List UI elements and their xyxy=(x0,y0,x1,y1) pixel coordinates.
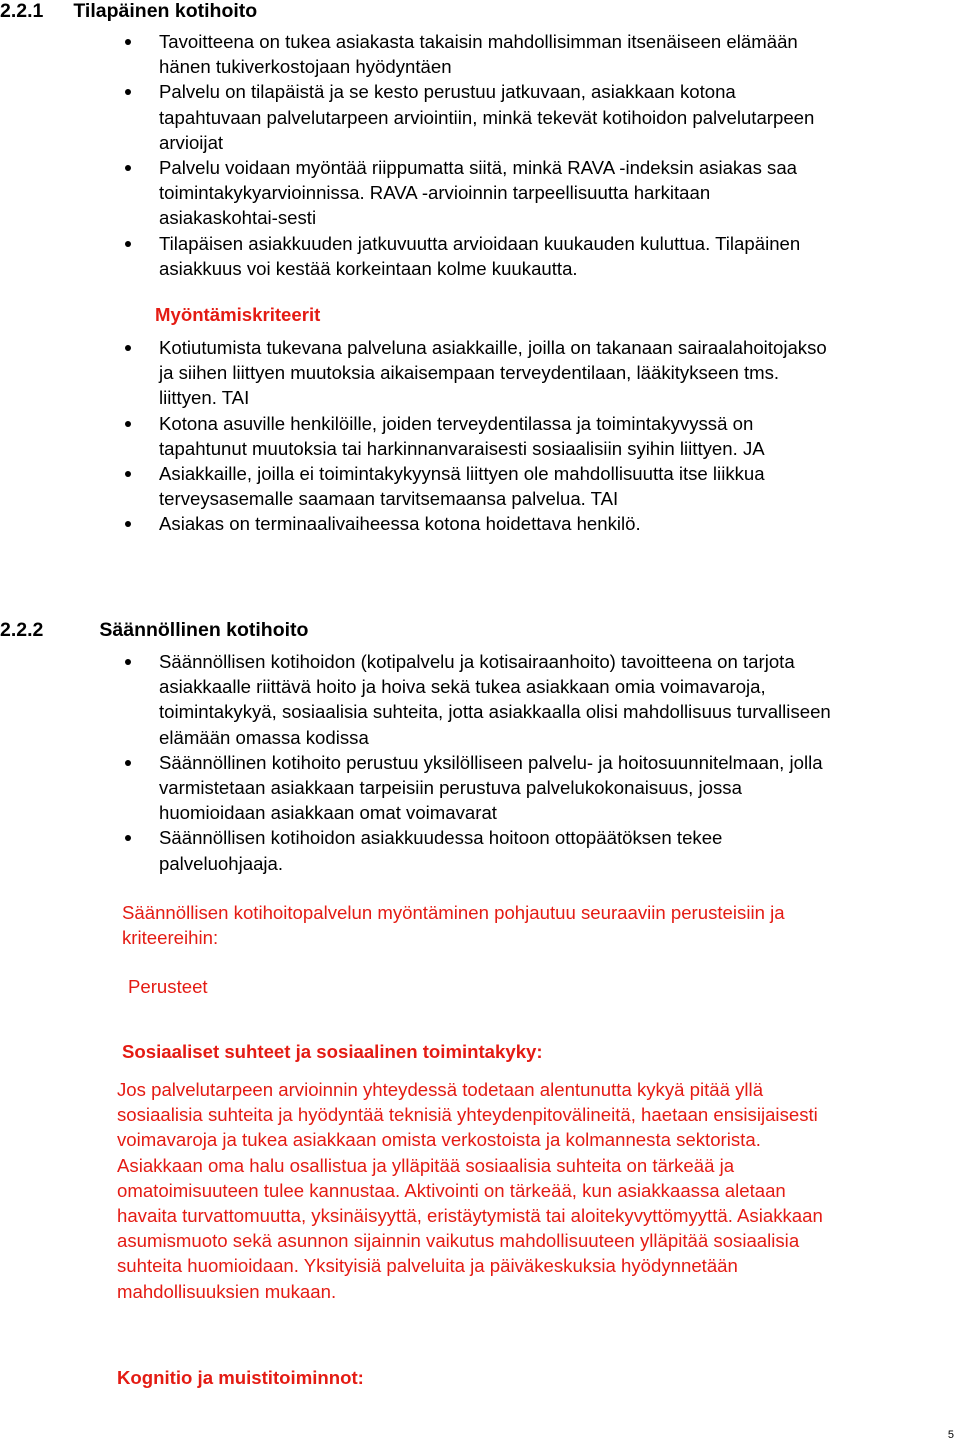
list-item: Asiakkaille, joilla ei toimintakykyynsä liittyen ole mahdollisuutta itse liikkua terveysasemalle saamaan tarvitsemaansa palvelua. TAI xyxy=(159,461,827,511)
cognition-heading: Kognitio ja muistitoiminnot: xyxy=(117,1367,364,1388)
criteria-intro: Säännöllisen kotihoitopalvelun myöntäminen pohjautuu seuraaviin perusteisiin ja kriteereihin: xyxy=(122,902,785,949)
section-222-heading xyxy=(0,619,308,642)
criteria-list xyxy=(159,335,827,537)
list-item: Kotona asuville henkilöille, joiden terveydentilassa ja toimintakyvyssä on tapahtunut muutoksia tai harkinnanvaraisesti sosiaalisiin syihin liittyen. JA xyxy=(159,411,827,461)
criteria-heading: Myöntämiskriteerit xyxy=(155,304,321,325)
section-221-list xyxy=(159,29,814,281)
social-heading: Sosiaaliset suhteet ja sosiaalinen toimintakyky: xyxy=(122,1041,543,1062)
list-item: Tilapäisen asiakkuuden jatkuvuutta arvioidaan kuukauden kuluttua. Tilapäinen asiakkuus voi kestää korkeintaan kolme kuukautta. xyxy=(159,231,814,281)
section-221-number: 2.2.1 xyxy=(0,0,44,22)
list-item: Säännöllisen kotihoidon asiakkuudessa hoitoon ottopäätöksen tekee palveluohjaaja. xyxy=(159,825,831,875)
list-item: Palvelu on tilapäistä ja se kesto perustuu jatkuvaan, asiakkaan kotona tapahtuvaan palvelutarpeen arviointiin, minkä tekevät kotihoidon palvelutarpeen arvioijat xyxy=(159,79,814,155)
list-item: Tavoitteena on tukea asiakasta takaisin mahdollisimman itsenäiseen elämään hänen tukiverkostojaan hyödyntäen xyxy=(159,29,814,79)
section-221-title: Tilapäinen kotihoito xyxy=(73,0,258,22)
list-item: Palvelu voidaan myöntää riippumatta siitä, minkä RAVA -indeksin asiakas saa toimintakykyarvioinnissa. RAVA -arvioinnin tarpeellisuutta harkitaan asiakaskohtai-sesti xyxy=(159,155,814,231)
section-222-list xyxy=(159,649,831,876)
section-222-title: Säännöllinen kotihoito xyxy=(99,619,309,641)
section-222-number: 2.2.2 xyxy=(0,619,44,641)
list-item: Säännöllinen kotihoito perustuu yksilölliseen palvelu- ja hoitosuunnitelmaan, jolla varmistetaan asiakkaan tarpeisiin perustuva palvelukokonaisuus, jossa huomioidaan asiakkaan omat voimavarat xyxy=(159,750,831,826)
social-text: Jos palvelutarpeen arvioinnin yhteydessä todetaan alentunutta kykyä pitää yllä sosiaalisia suhteita ja hyödyntää teknisiä yhteydenpitovälineitä, haetaan ensisijaisesti voimavaroja ja tukea asiakkaan omista verkostoista ja kolmannesta sektorista. Asiakkaan oma halu osallistua ja ylläpitää sosiaalisia suhteita on tärkeää ja omatoimisuuteen tulee kannustaa. Aktivointi on tärkeää, kun asiakkaassa aletaan havaita turvattomuutta, yksinäisyyttä, eristäytymistä tai aloitekyvyttömyyttä. Asiakkaan asumismuoto sekä asunnon sijainnin vaikutus mahdollisuuteen ylläpitää sosiaalisia suhteita huomioidaan. Yksityisiä palveluita ja päiväkeskuksia hyödynnetään mahdollisuuksien mukaan. xyxy=(117,1079,823,1302)
list-item: Asiakas on terminaalivaiheessa kotona hoidettava henkilö. xyxy=(159,511,827,536)
section-221-heading xyxy=(0,0,257,23)
perusteet-label: Perusteet xyxy=(128,976,208,997)
list-item: Kotiutumista tukevana palveluna asiakkaille, joilla on takanaan sairaalahoitojakso ja siihen liittyen muutoksia aikaisempaan terveydentilaan, lääkitykseen tms. liittyen. TAI xyxy=(159,335,827,411)
page-number: 5 xyxy=(947,1429,954,1441)
list-item: Säännöllisen kotihoidon (kotipalvelu ja kotisairaanhoito) tavoitteena on tarjota asiakkaalle riittävä hoito ja hoiva sekä tukea asiakkaan omia voimavaroja, toimintakykyä, sosiaalisia suhteita, jotta asiakkaalla olisi mahdollisuus turvalliseen elämään omassa kodissa xyxy=(159,649,831,750)
